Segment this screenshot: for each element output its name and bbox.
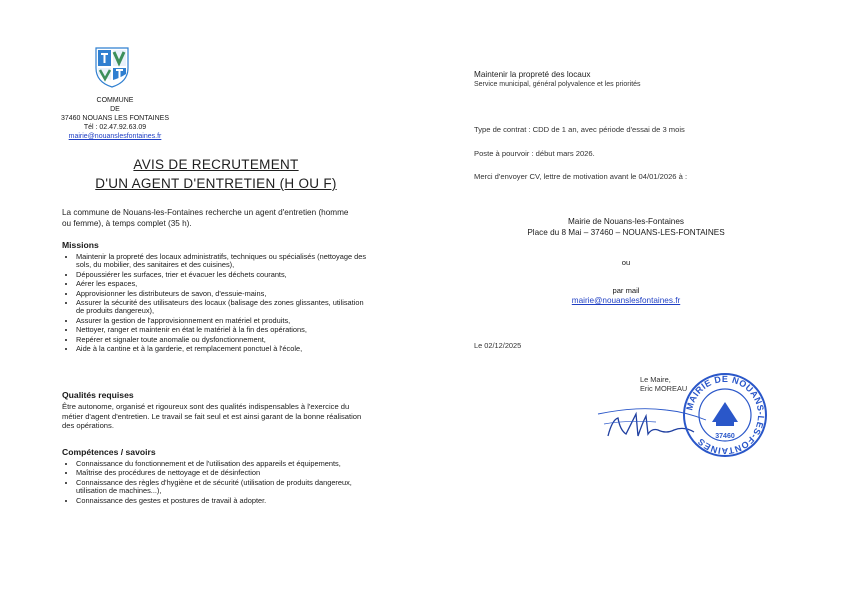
qualities-section bbox=[62, 390, 362, 431]
missions-section bbox=[62, 240, 372, 354]
address-line1: Mairie de Nouans-les-Fontaines bbox=[567, 217, 685, 226]
mission-subtitle: Service municipal, général polyvalence et les priorités bbox=[474, 81, 641, 88]
mission-title: Maintenir la propreté des locaux bbox=[474, 70, 591, 79]
mail-link[interactable]: mairie@nouanslesfontaines.fr bbox=[571, 296, 681, 305]
page-title-line1: AVIS DE RECRUTEMENT bbox=[133, 157, 299, 172]
skills-list bbox=[62, 460, 362, 505]
list-item: • Maintenir la propreté des locaux administratifs, techniques ou spécialisés (nettoyage des sols, du mobilier, des sanitaires et des cuisines), bbox=[76, 253, 372, 270]
signatory-title: Le Maire, bbox=[640, 375, 671, 384]
commune-de: DE bbox=[110, 106, 120, 113]
list-item: • Aérer les espaces, bbox=[76, 280, 372, 288]
right-mission-block bbox=[474, 70, 774, 90]
list-item: • Aide à la cantine et à la garderie, et remplacement ponctuel à l'école, bbox=[76, 345, 372, 353]
commune-label: COMMUNE bbox=[96, 97, 134, 104]
list-item: • Approvisionner les distributeurs de savon, d'essuie-mains, bbox=[76, 290, 372, 298]
official-stamp bbox=[682, 372, 768, 458]
missions-heading: Missions bbox=[62, 240, 99, 250]
par-mail-label: par mail bbox=[612, 286, 640, 295]
list-item: • Maîtrise des procédures de nettoyage et de désinfection bbox=[76, 469, 362, 477]
signatory-name: Eric MOREAU bbox=[640, 384, 688, 394]
qualities-heading: Qualités requises bbox=[62, 390, 134, 400]
page-title-line2: D'UN AGENT D'ENTRETIEN (H OU F) bbox=[95, 176, 337, 191]
list-item: • Nettoyer, ranger et maintenir en état le matériel à la fin des opérations, bbox=[76, 326, 372, 334]
stamp-icon bbox=[682, 372, 768, 458]
address-line2: Place du 8 Mai – 37460 – NOUANS-LES-FONTAINES bbox=[527, 228, 725, 237]
date-line: Le 02/12/2025 bbox=[474, 341, 522, 350]
contract-line: Type de contrat : CDD de 1 an, avec période d'essai de 3 mois bbox=[474, 125, 685, 134]
commune-phone: Tél : 02.47.92.63.09 bbox=[83, 124, 147, 131]
skills-section bbox=[62, 447, 362, 506]
list-item: • Dépoussiérer les surfaces, trier et évacuer les déchets courants, bbox=[76, 271, 372, 279]
send-line: Merci d'envoyer CV, lettre de motivation avant le 04/01/2026 à : bbox=[474, 172, 688, 181]
stamp-text: MAIRIE DE NOUANS-LES-FONTAINES bbox=[684, 373, 767, 457]
crest-icon bbox=[94, 46, 130, 88]
intro-paragraph: La commune de Nouans-les-Fontaines recherche un agent d'entretien (homme ou femme), à temps complet (35 h). bbox=[62, 208, 349, 228]
stamp-code: 37460 bbox=[715, 433, 735, 440]
or-label: ou bbox=[621, 258, 631, 267]
list-item: • Connaissance du fonctionnement et de l'utilisation des appareils et équipements, bbox=[76, 460, 362, 468]
skills-heading: Compétences / savoirs bbox=[62, 447, 156, 457]
missions-list bbox=[62, 253, 372, 353]
list-item: • Connaissance des règles d'hygiène et de sécurité (utilisation de produits dangereux, utilisation de machines...), bbox=[76, 479, 362, 496]
commune-email-link[interactable]: mairie@nouanslesfontaines.fr bbox=[68, 133, 162, 140]
list-item: • Repérer et signaler toute anomalie ou dysfonctionnement, bbox=[76, 336, 372, 344]
address-block bbox=[488, 216, 764, 238]
header-block bbox=[40, 96, 190, 141]
list-item: • Assurer la gestion de l'approvisionnement en matériel et produits, bbox=[76, 317, 372, 325]
qualities-text: Être autonome, organisé et rigoureux sont des qualités indispensables à l'exercice du métier d'agent d'entretien. Le travail se fait seul et est ainsi garant de la bonne réalisation des opérations. bbox=[62, 402, 362, 431]
list-item: • Assurer la sécurité des utilisateurs des locaux (balisage des zones glissantes, utilisation de produits dangereux), bbox=[76, 299, 372, 316]
commune-crest bbox=[94, 46, 130, 88]
commune-town: 37460 NOUANS LES FONTAINES bbox=[60, 115, 170, 122]
list-item: • Connaissance des gestes et postures de travail à adopter. bbox=[76, 497, 362, 505]
post-date-line: Poste à pourvoir : début mars 2026. bbox=[474, 149, 595, 158]
